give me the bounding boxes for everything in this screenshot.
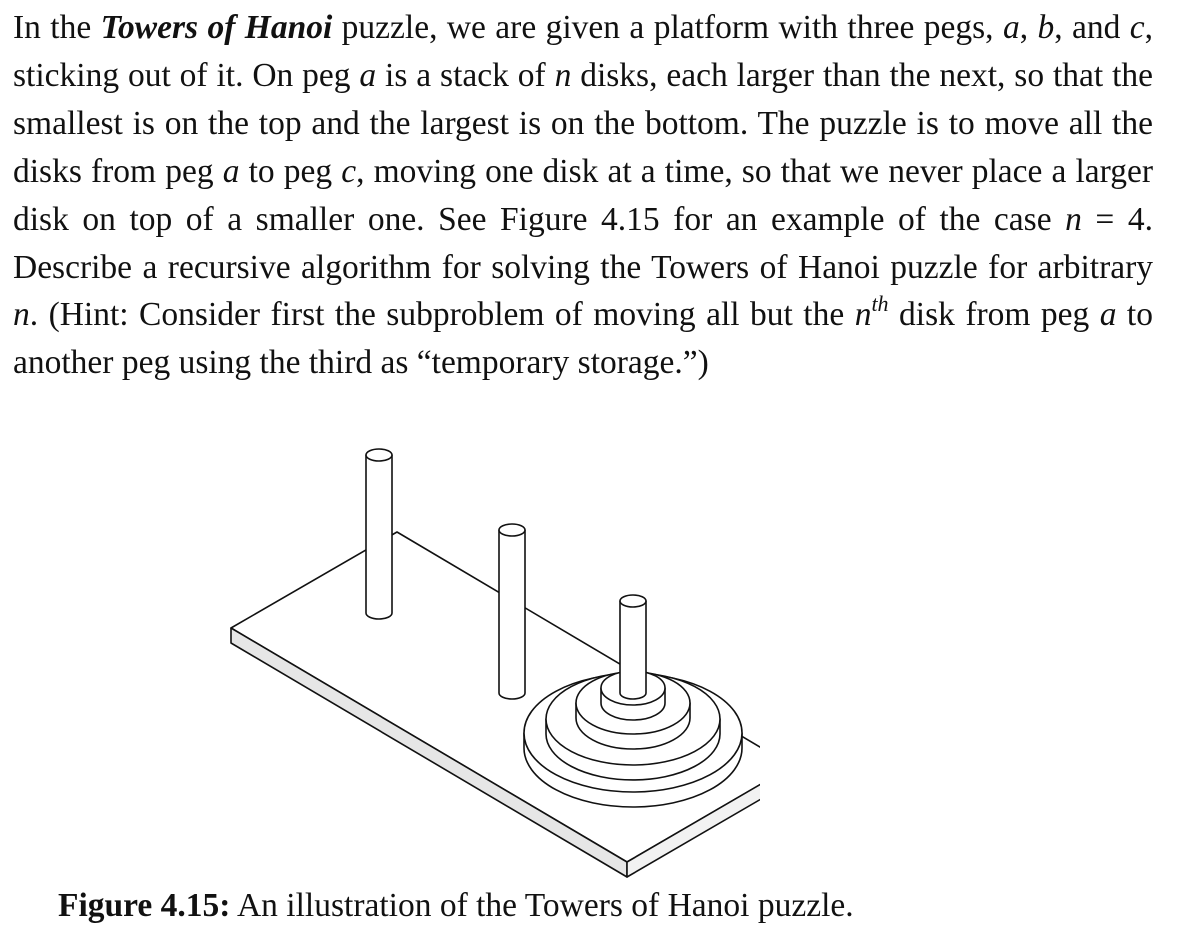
math-var: n bbox=[554, 56, 572, 94]
exercise-paragraph bbox=[13, 4, 1153, 387]
math-var: n bbox=[854, 296, 872, 334]
math-var: c bbox=[1129, 9, 1145, 46]
peg-a bbox=[366, 449, 392, 619]
peg-c bbox=[620, 595, 646, 699]
math-var: n bbox=[13, 296, 30, 334]
text-run: . (Hint: Consider first the subproblem of moving all but the bbox=[29, 296, 855, 334]
caption-text: An illustration of the Towers of Hanoi puzzle. bbox=[230, 887, 854, 924]
text-run: to peg bbox=[239, 152, 342, 190]
math-var: a bbox=[359, 56, 377, 94]
towers-of-hanoi-figure bbox=[220, 440, 760, 880]
text-run: = 4. Describe a recursive algorithm for solving the Towers of Hanoi puzzle for arbitrary bbox=[13, 200, 1153, 286]
text-run: puzzle, we are given a platform with three pegs, bbox=[332, 9, 1003, 46]
text-run: to another peg using the third as “temporary storage.”) bbox=[13, 296, 1153, 382]
text-run: , sticking out of it. On peg bbox=[13, 9, 1154, 94]
text-run: is a stack of bbox=[376, 56, 555, 94]
puzzle-name: Towers of Hanoi bbox=[100, 9, 333, 46]
text-run: , moving one disk at a time, so that we never place a larger disk on top of a smaller one. See Figure 4.15 for an example of the case bbox=[13, 152, 1153, 238]
text-run: , bbox=[1019, 9, 1038, 46]
math-var: c bbox=[341, 152, 357, 190]
text-run: disks, each larger than the next, so that the smallest is on the top and the largest is on the bottom. The puzzle is to move all the disks from peg bbox=[13, 56, 1154, 190]
hanoi-illustration bbox=[220, 440, 760, 880]
text-run: In the bbox=[13, 9, 101, 46]
text-run: disk from peg bbox=[888, 296, 1100, 334]
math-var: a bbox=[222, 152, 240, 190]
figure-caption bbox=[58, 884, 1158, 928]
peg-b bbox=[499, 524, 525, 699]
superscript: th bbox=[871, 291, 889, 317]
text-run: , and bbox=[1054, 9, 1130, 46]
math-var: a bbox=[1002, 9, 1020, 46]
math-var: n bbox=[1065, 200, 1082, 238]
math-var: a bbox=[1099, 296, 1117, 334]
math-var: b bbox=[1037, 9, 1055, 46]
caption-label: Figure 4.15: bbox=[58, 887, 231, 924]
